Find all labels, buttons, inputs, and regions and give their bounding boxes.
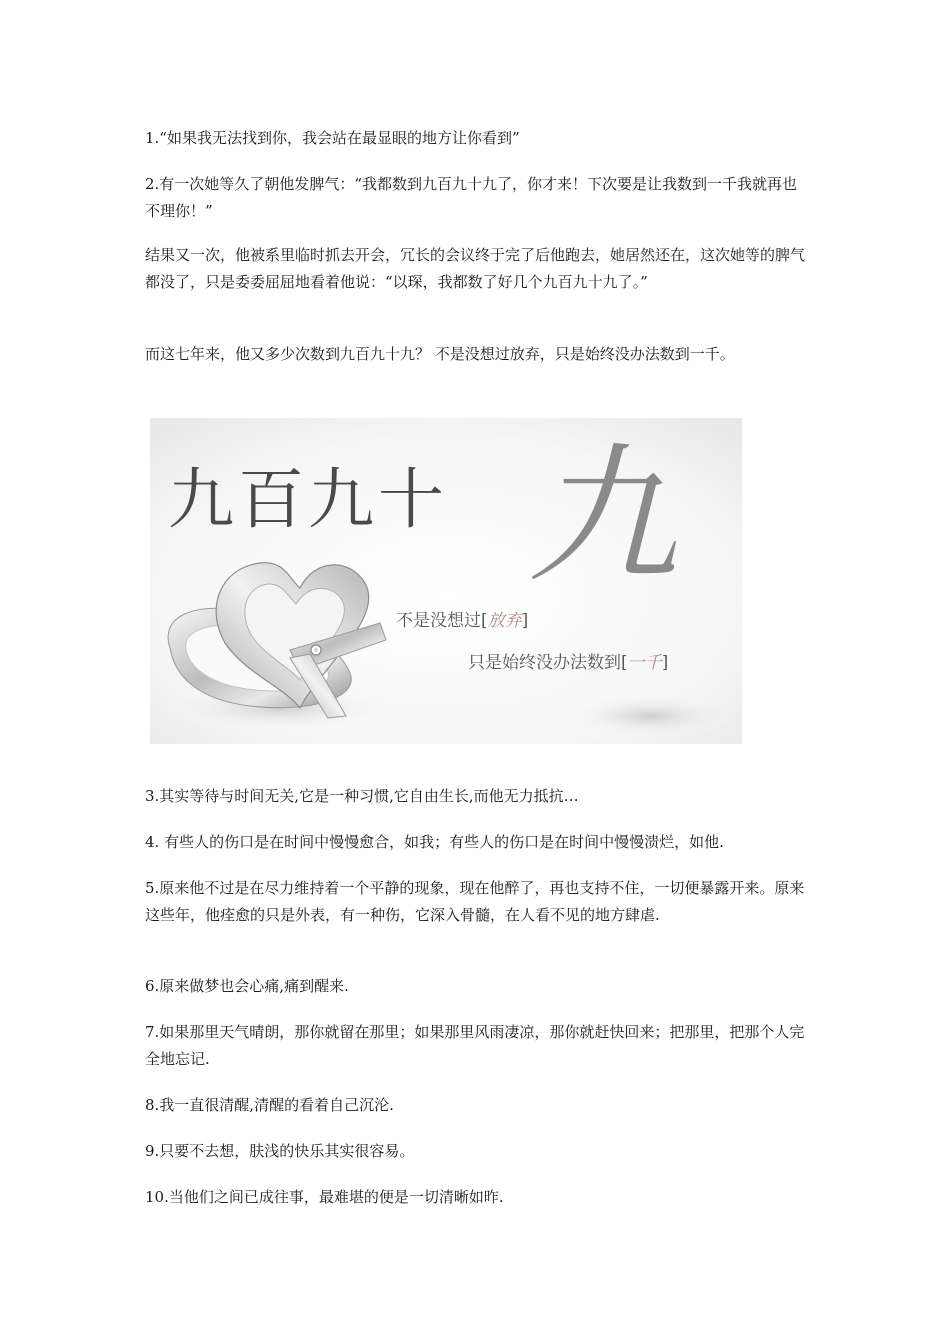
figure-title-text: 九百九十 — [168, 461, 448, 538]
caption-2-suffix: ] — [661, 653, 669, 673]
caption-1-prefix: 不是没想过[ — [396, 611, 488, 631]
paragraph-12: 10.当他们之间已成往事，最难堪的便是一切清晰如昨. — [145, 1188, 504, 1206]
paragraph-7: 5.原来他不过是在尽力维持着一个平静的现象，现在他醉了，再也支持不住，一切便暴露开来。原来这些年，他痊愈的只是外表，有一种伤，它深入骨髓，在人看不见的地方肆虐. — [145, 879, 805, 924]
paragraph-1: 1.“如果我无法找到你，我会站在最显眼的地方让你看到” — [145, 129, 520, 147]
paragraph-11: 9.只要不去想，肤浅的快乐其实很容易。 — [145, 1142, 415, 1160]
figure-caption-line-2 — [468, 653, 668, 673]
figure-big-character: 九 — [528, 430, 679, 604]
paragraph-8: 6.原来做梦也会心痛,痛到醒来. — [145, 977, 349, 995]
caption-1-accent: 放弃 — [487, 611, 522, 631]
figure-caption-line-1 — [396, 611, 528, 631]
paragraph-4: 而这七年来，他又多少次数到九百九十九？ 不是没想过放弃，只是始终没办法数到一千。 — [145, 345, 735, 363]
paragraph-9: 7.如果那里天气晴朗，那你就留在那里；如果那里风雨凄凉，那你就赶快回来；把那里，把那个人完全地忘记. — [145, 1023, 805, 1068]
caption-1-suffix: ] — [521, 611, 529, 631]
paragraph-5: 3.其实等待与时间无关,它是一种习惯,它自由生长,而他无力抵抗… — [145, 787, 579, 805]
caption-2-accent: 一千 — [627, 653, 662, 673]
paragraph-3: 结果又一次，他被系里临时抓去开会，冗长的会议终于完了后他跑去，她居然还在，这次她等的脾气都没了，只是委委屈屈地看着他说：“以琛，我都数了好几个九百九十九了。” — [145, 246, 806, 291]
illustration-image — [150, 418, 742, 744]
caption-2-prefix: 只是始终没办法数到[ — [468, 653, 628, 673]
paragraph-10: 8.我一直很清醒,清醒的看着自己沉沦. — [145, 1096, 394, 1114]
paragraph-6: 4. 有些人的伤口是在时间中慢慢愈合，如我；有些人的伤口是在时间中慢慢溃烂，如他. — [145, 833, 724, 851]
paragraph-2: 2.有一次她等久了朝他发脾气：“我都数到九百九十九了，你才来！下次要是让我数到一千我就再也不理你！” — [145, 175, 797, 220]
